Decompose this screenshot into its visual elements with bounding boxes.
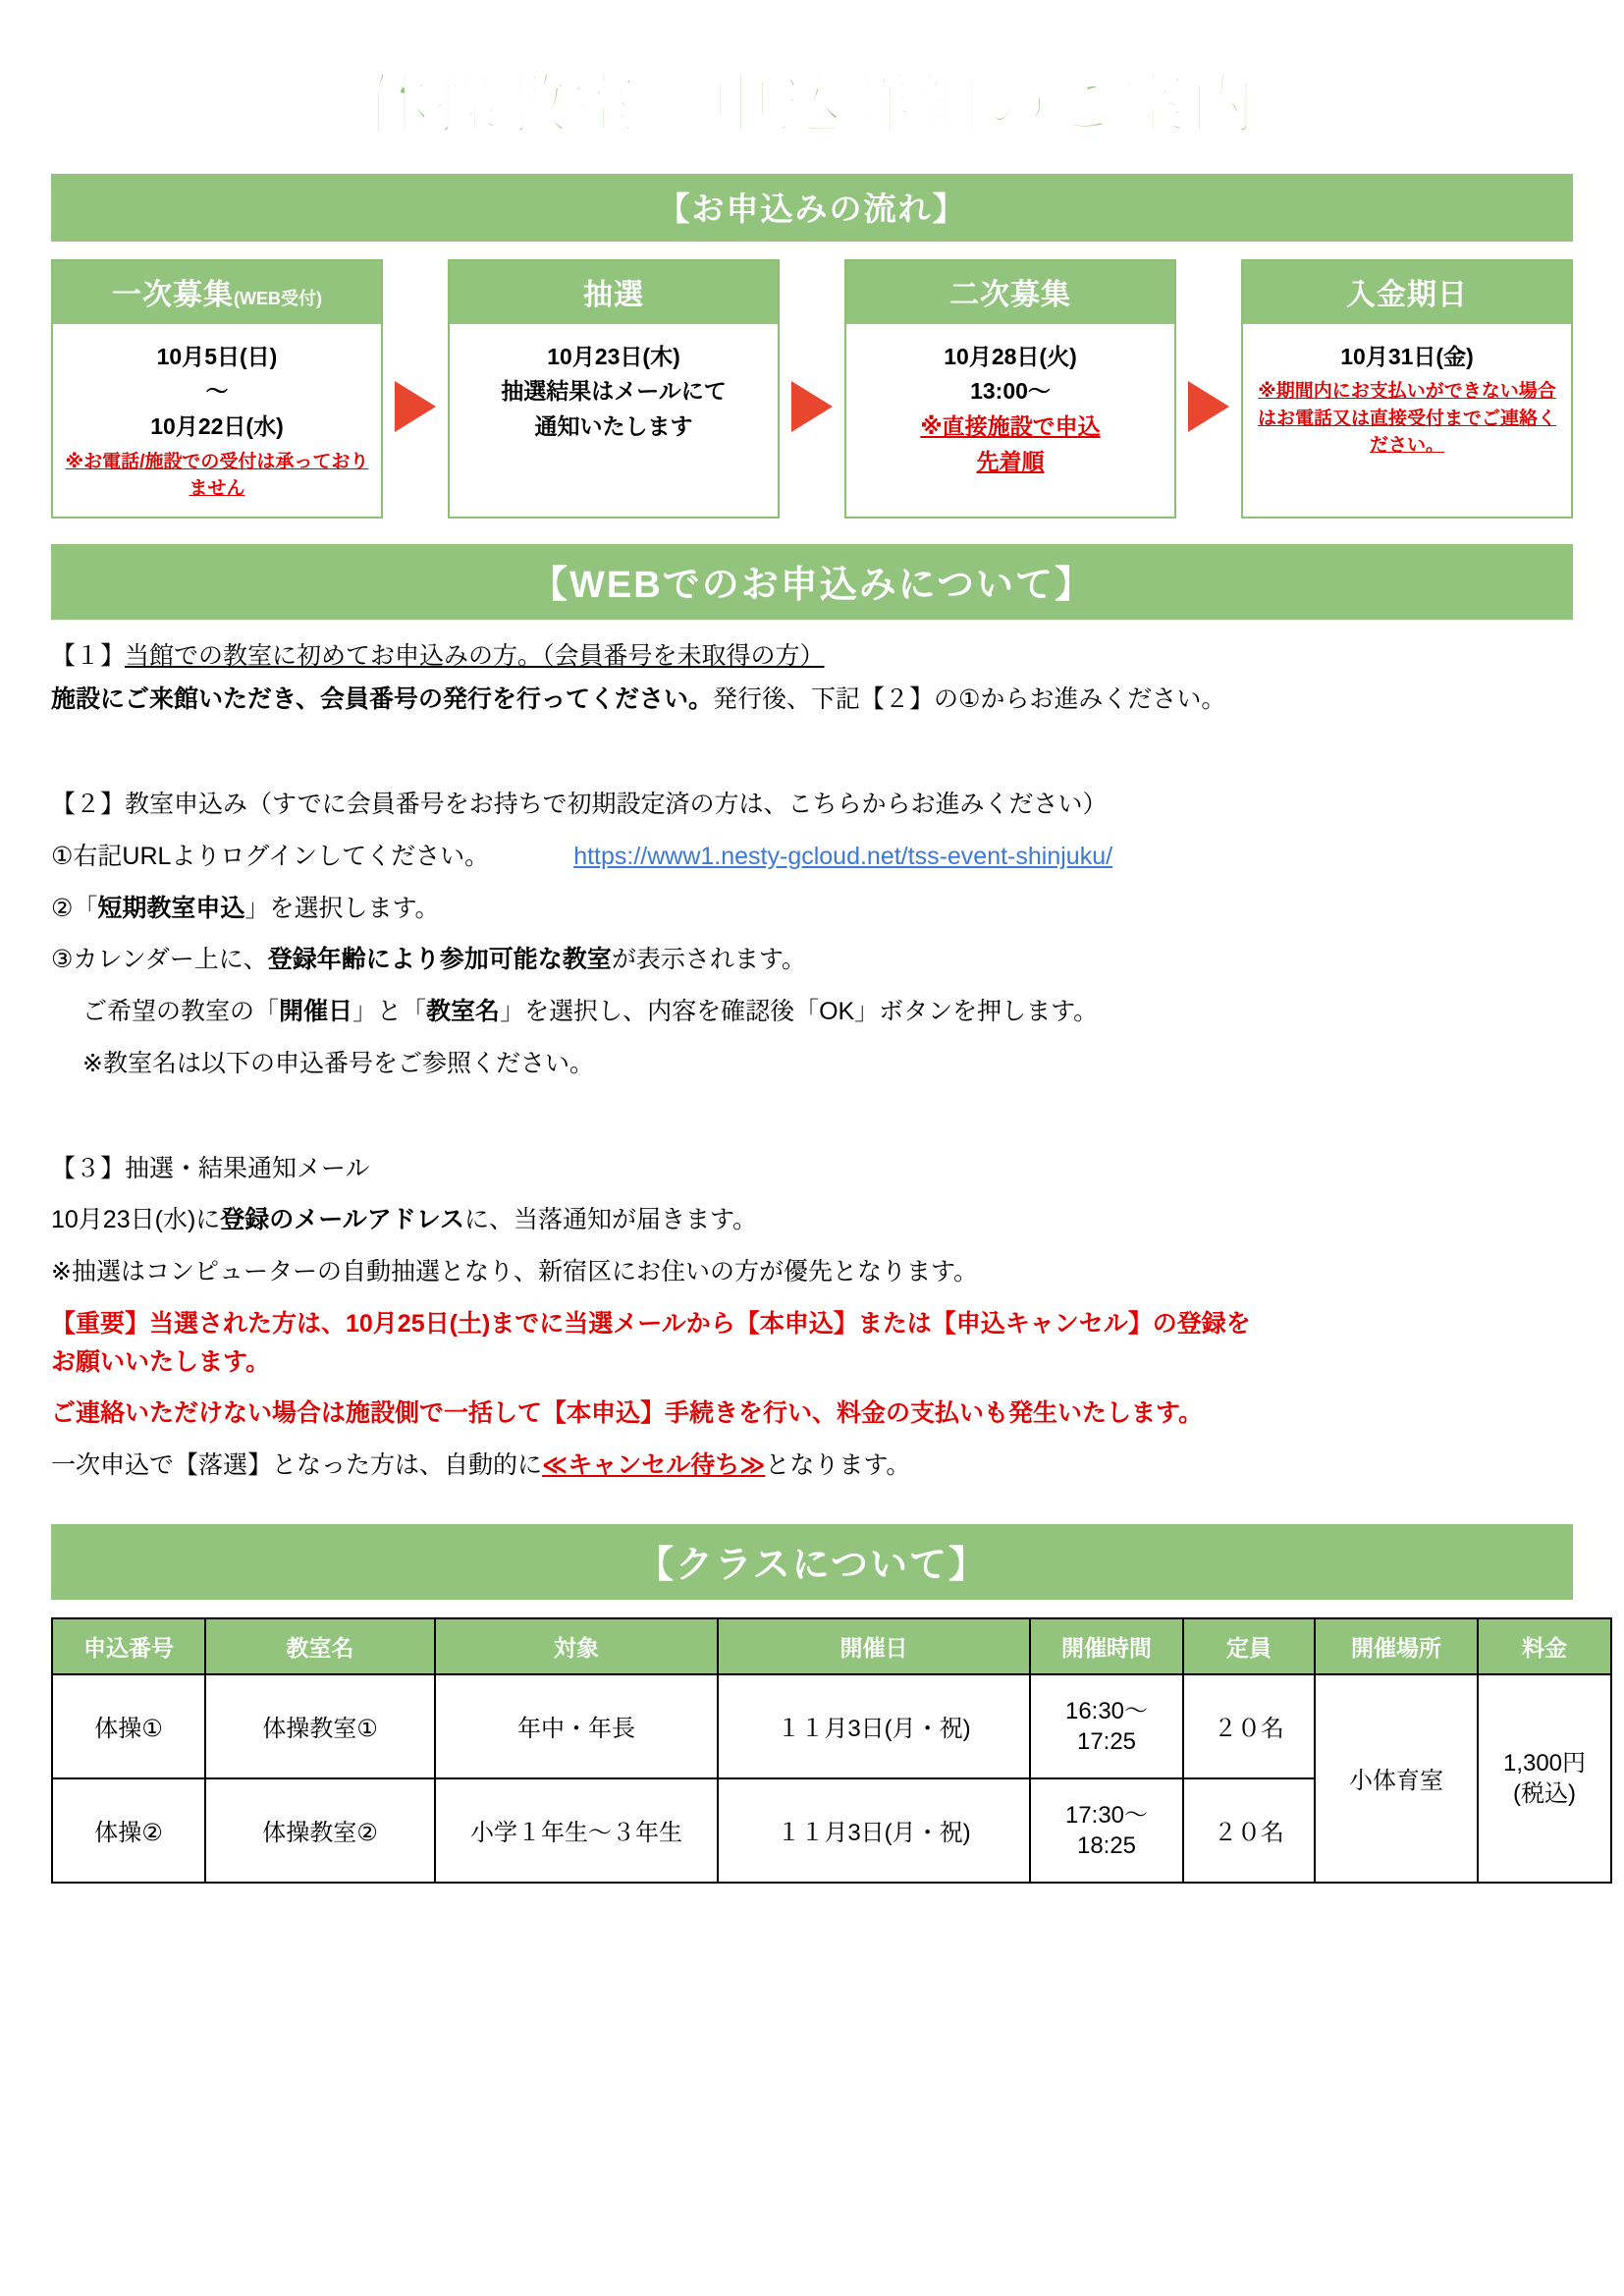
- application-url-link[interactable]: https://www1.nesty-gcloud.net/tss-event-shinjuku/: [573, 842, 1113, 870]
- flow-step-2-body: [450, 324, 778, 517]
- web-important-note: [51, 1305, 1573, 1382]
- flow-step-3-line1: 10月28日(火): [944, 343, 1077, 369]
- th-place: 開催場所: [1315, 1618, 1478, 1674]
- web-item1-underline: 当館での教室に初めてお申込みの方。（会員番号を未取得の方）: [125, 641, 825, 670]
- th-date: 開催日: [718, 1618, 1030, 1674]
- web-important-line1: 【重要】当選された方は、10月25日(土)までに当選メールから【本申込】または【申込キャンセル】の登録を: [51, 1309, 1251, 1338]
- cell-date: １１月3日(月・祝): [718, 1674, 1030, 1778]
- web-waitlist-line: [51, 1447, 1573, 1485]
- th-time: 開催時間: [1030, 1618, 1183, 1674]
- flow-step-secondary-application: [844, 259, 1176, 519]
- cell-class-name: 体操教室②: [205, 1778, 435, 1883]
- th-target: 対象: [435, 1618, 718, 1674]
- flow-step-4-line1: 10月31日(金): [1340, 343, 1474, 369]
- web-item2-b: [51, 890, 1573, 928]
- web-item1-line: [51, 637, 1573, 676]
- flow-step-3-body: [846, 324, 1174, 517]
- cell-capacity: ２０名: [1183, 1674, 1315, 1778]
- flow-step-2-header: [450, 261, 778, 324]
- th-capacity: 定員: [1183, 1618, 1315, 1674]
- web-section-heading: 【WEBでのお申込みについて】: [51, 544, 1573, 620]
- cell-time-line1: 17:30～: [1064, 1801, 1149, 1829]
- flow-step-1-body: [53, 324, 381, 517]
- web-item2-c: [51, 941, 1573, 979]
- page-title: 体操教室 申込詳細のご案内: [365, 68, 1259, 140]
- flow-step-1-header: [53, 261, 381, 324]
- flow-step-1-title: 一次募集: [112, 278, 234, 311]
- cell-application-number: 体操①: [52, 1674, 205, 1778]
- flow-step-4-body: [1243, 324, 1571, 517]
- cell-target: 小学１年生～３年生: [435, 1778, 718, 1883]
- table-header-row: [52, 1618, 1611, 1674]
- arrow-right-icon: [791, 381, 833, 432]
- web-item2-d-bold1: 開催日: [279, 998, 353, 1026]
- flow-step-3-note-line1: ※直接施設で申込: [920, 412, 1101, 439]
- cell-fee-tax-note: (税込): [1513, 1779, 1576, 1807]
- flow-step-lottery: [448, 259, 780, 519]
- flow-arrow-1-wrap: [388, 277, 443, 536]
- web-item2-line: 【２】教室申込み（すでに会員番号をお持ちで初期設定済の方は、こちらからお進みください）: [51, 791, 1108, 819]
- cell-class-name: 体操教室①: [205, 1674, 435, 1778]
- th-fee: 料金: [1478, 1618, 1611, 1674]
- web-item2-b-bold: 短期教室申込: [97, 894, 245, 922]
- web-item3-line: 【３】抽選・結果通知メール: [51, 1154, 370, 1182]
- application-flow: [51, 259, 1573, 519]
- cell-fee-amount: 1,300円: [1502, 1749, 1587, 1777]
- flow-step-4-title: 入金期日: [1346, 278, 1468, 311]
- web-item2-c-post: が表示されます。: [611, 946, 806, 974]
- cell-capacity: ２０名: [1183, 1778, 1315, 1883]
- class-table: [51, 1617, 1612, 1884]
- flow-step-1-line1: 10月5日(日): [156, 343, 278, 369]
- web-waitlist-pre: 一次申込で【落選】となった方は、自動的に: [51, 1451, 543, 1480]
- flow-step-1-line2: ～: [205, 378, 229, 405]
- cell-application-number: 体操②: [52, 1778, 205, 1883]
- web-item2-c-pre: ③カレンダー上に、: [51, 946, 268, 974]
- spacer: [51, 1097, 1573, 1144]
- flow-step-3-line2: 13:00～: [970, 378, 1051, 405]
- cell-time-line1: 16:30～: [1064, 1697, 1149, 1724]
- spacer: [51, 733, 1573, 780]
- web-item1-body-rest: 発行後、下記【２】の①からお進みください。: [713, 685, 1226, 714]
- flow-step-2-title: 抽選: [583, 278, 644, 311]
- flow-step-1-note: ※お電話/施設での受付は承っておりません: [65, 451, 369, 500]
- web-item3-a-post: に、当落通知が届きます。: [464, 1206, 758, 1234]
- cell-time-line2: 17:25: [1076, 1727, 1137, 1755]
- web-item2-a-text: ①右記URLよりログインしてください。: [51, 842, 490, 870]
- cell-time: [1030, 1778, 1183, 1883]
- web-item2-a: [51, 838, 1573, 876]
- spacer: [51, 1499, 1573, 1524]
- arrow-right-icon: [395, 381, 436, 432]
- flow-step-2-line3: 通知いたします: [534, 412, 693, 439]
- web-item2-e: ※教室名は以下の申込番号をご参照ください。: [82, 1049, 594, 1077]
- web-item2-d-bold2: 教室名: [426, 998, 501, 1026]
- web-item3-a: [51, 1201, 1573, 1239]
- web-item2-d: [51, 993, 1573, 1031]
- cell-time: [1030, 1674, 1183, 1778]
- flow-step-primary-application: [51, 259, 383, 519]
- web-item2-b-pre: ②「: [51, 894, 98, 922]
- table-row: [52, 1674, 1611, 1778]
- arrow-right-icon: [1188, 381, 1229, 432]
- web-item1-body: [51, 681, 1573, 719]
- web-item2-d-post: 」を選択し、内容を確認後「OK」ボタンを押します。: [500, 998, 1099, 1026]
- web-item1-label: 【１】: [51, 641, 126, 670]
- web-important-line3: ご連絡いただけない場合は施設側で一括して【本申込】手続きを行い、料金の支払いも発生いたします。: [51, 1399, 1204, 1428]
- cell-time-line2: 18:25: [1076, 1831, 1137, 1859]
- flow-step-2-line1: 10月23日(木): [547, 343, 680, 369]
- web-item3-b: ※抽選はコンピューターの自動抽選となり、新宿区にお住いの方が優先となります。: [51, 1258, 978, 1286]
- flow-step-1-line3: 10月22日(水): [150, 412, 284, 439]
- cell-target: 年中・年長: [435, 1674, 718, 1778]
- flow-step-4-note: ※期間内にお支払いができない場合はお電話又は直接受付までご連絡ください。: [1257, 381, 1556, 457]
- web-important-line2: お願いいたします。: [51, 1347, 271, 1376]
- web-waitlist-highlight: ≪キャンセル待ち≫: [542, 1451, 766, 1480]
- web-item3-a-pre: 10月23日(水)に: [51, 1206, 221, 1234]
- flow-section-heading: 【お申込みの流れ】: [51, 174, 1573, 242]
- web-waitlist-post: となります。: [765, 1451, 911, 1480]
- flow-step-3-title: 二次募集: [949, 278, 1071, 311]
- web-item2-b-post: 」を選択します。: [244, 894, 440, 922]
- th-class-name: 教室名: [205, 1618, 435, 1674]
- cell-fee: [1478, 1674, 1611, 1883]
- web-item2-d-mid: 」と「: [352, 998, 427, 1026]
- flow-arrow-2-wrap: [785, 277, 839, 536]
- flow-step-4-header: [1243, 261, 1571, 324]
- web-item1-body-bold: 施設にご来館いただき、会員番号の発行を行ってください。: [51, 685, 714, 714]
- flow-step-3-note-line2: 先着順: [976, 448, 1045, 474]
- cell-place: 小体育室: [1315, 1674, 1478, 1883]
- web-item2-c-bold: 登録年齢により参加可能な教室: [267, 946, 612, 974]
- th-application-number: 申込番号: [52, 1618, 205, 1674]
- web-item3-a-bold: 登録のメールアドレス: [220, 1206, 465, 1234]
- web-item2-d-pre: ご希望の教室の「: [82, 998, 280, 1026]
- flow-step-1-subtitle: (WEB受付): [234, 288, 322, 308]
- flow-arrow-3-wrap: [1181, 277, 1236, 536]
- flow-step-2-line2: 抽選結果はメールにて: [501, 378, 727, 405]
- class-section-heading: 【クラスについて】: [51, 1524, 1573, 1600]
- flow-step-3-header: [846, 261, 1174, 324]
- cell-date: １１月3日(月・祝): [718, 1778, 1030, 1883]
- flow-step-payment-deadline: [1241, 259, 1573, 519]
